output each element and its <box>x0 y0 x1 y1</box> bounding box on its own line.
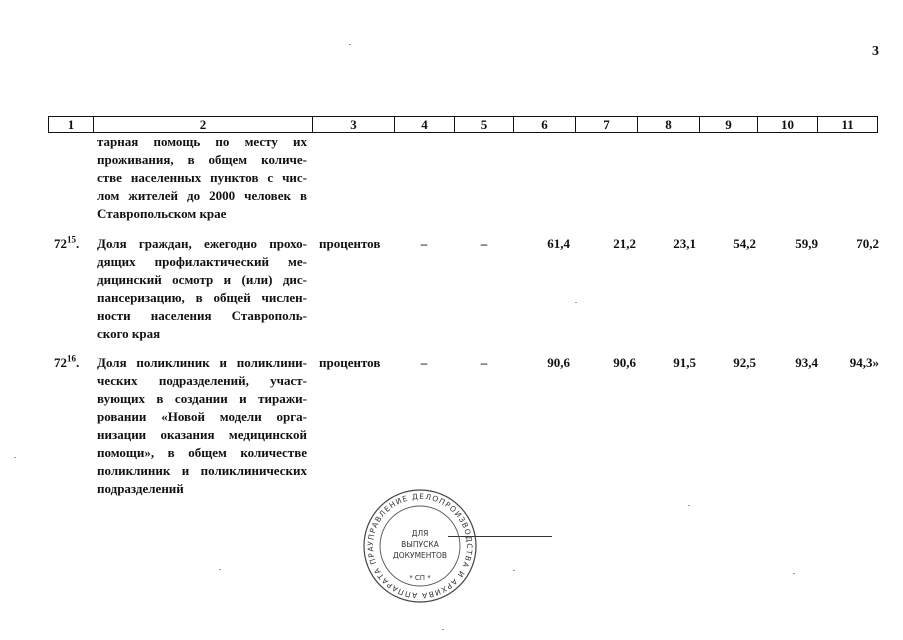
desc-line: стве населенных пунктов с чис- <box>97 170 307 185</box>
desc-line: Ставропольском крае <box>97 206 227 221</box>
continuation-description <box>97 133 307 223</box>
row-col-10: 59,9 <box>795 236 818 251</box>
desc-line: подразделений <box>97 481 184 496</box>
scan-speck <box>219 569 221 570</box>
header-col-6: 6 <box>514 117 576 132</box>
row-number: $72^{16}$. <box>54 353 80 370</box>
header-col-5: 5 <box>455 117 514 132</box>
desc-line: ровании «Новой модели орга- <box>97 409 307 424</box>
desc-line: низации оказания медицинской <box>97 427 307 442</box>
header-col-8: 8 <box>638 117 700 132</box>
row-col-4: – <box>420 236 428 251</box>
row-description <box>97 235 307 343</box>
desc-line: Доля граждан, ежегодно прохо- <box>97 236 307 251</box>
row-col-6: 90,6 <box>547 355 570 370</box>
stamp-inner-line: ВЫПУСКА <box>401 540 439 549</box>
desc-line: дицинский осмотр и (или) дис- <box>97 272 307 287</box>
row-col-9: 54,2 <box>733 236 756 251</box>
desc-line: ности населения Ставрополь- <box>97 308 307 323</box>
desc-line: проживания, в общем количе- <box>97 152 307 167</box>
header-col-9: 9 <box>700 117 758 132</box>
row-number: $72^{15}$. <box>54 234 80 251</box>
desc-line: ческих подразделений, участ- <box>97 373 307 388</box>
stamp-bottom-text: * СП * <box>409 574 431 582</box>
desc-line: ского края <box>97 326 161 341</box>
header-col-11: 11 <box>841 117 854 132</box>
header-col-3: 3 <box>313 117 395 132</box>
row-col-11: 94,3» <box>849 355 879 370</box>
row-col-11: 70,2 <box>856 236 879 251</box>
row-col-5: – <box>480 355 488 370</box>
scan-speck <box>688 505 690 506</box>
desc-line: помощи», в общем количестве <box>97 445 307 460</box>
row-col-8: 23,1 <box>673 236 696 251</box>
desc-line: дящих профилактический ме- <box>97 254 307 269</box>
table-header-row <box>48 116 878 133</box>
stamp-inner-line: ДОКУМЕНТОВ <box>392 551 448 560</box>
row-unit: процентов <box>319 236 381 251</box>
header-col-1: 1 <box>49 117 94 132</box>
page-number: 3 <box>872 44 879 59</box>
official-stamp <box>362 488 478 604</box>
scan-speck <box>14 457 16 458</box>
desc-line: поликлиник и поликлинических <box>97 463 307 478</box>
row-col-7: 90,6 <box>613 355 636 370</box>
scan-speck <box>442 629 444 630</box>
desc-line: пансеризацию, в общей числен- <box>97 290 307 305</box>
row-col-10: 93,4 <box>795 355 818 370</box>
row-col-8: 91,5 <box>673 355 696 370</box>
row-col-5: – <box>480 236 488 251</box>
row-unit: процентов <box>319 355 381 370</box>
row-col-4: – <box>420 355 428 370</box>
header-col-10: 10 <box>758 117 818 132</box>
stamp-inner-line: ДЛЯ <box>411 529 429 538</box>
desc-line: лом жителей до 2000 человек в <box>97 188 307 203</box>
row-col-7: 21,2 <box>613 236 636 251</box>
desc-line: тарная помощь по месту их <box>97 134 307 149</box>
header-col-2: 2 <box>94 117 313 132</box>
scan-speck <box>793 573 795 574</box>
desc-line: вующих в создании и тиражи- <box>97 391 307 406</box>
scan-speck <box>349 44 351 45</box>
stamp-seal <box>362 488 478 604</box>
scan-speck <box>513 570 515 571</box>
row-col-9: 92,5 <box>733 355 756 370</box>
desc-line: Доля поликлиник и поликлини- <box>97 355 307 370</box>
row-description <box>97 354 307 498</box>
stamp-outer-text: УПРАВЛЕНИЕ ДЕЛОПРОИЗВОДСТВА И АРХИВА АППАРАТА ПРА <box>365 491 475 601</box>
header-col-7: 7 <box>576 117 638 132</box>
header-col-4: 4 <box>395 117 455 132</box>
row-col-6: 61,4 <box>547 236 570 251</box>
scan-speck <box>575 302 577 303</box>
